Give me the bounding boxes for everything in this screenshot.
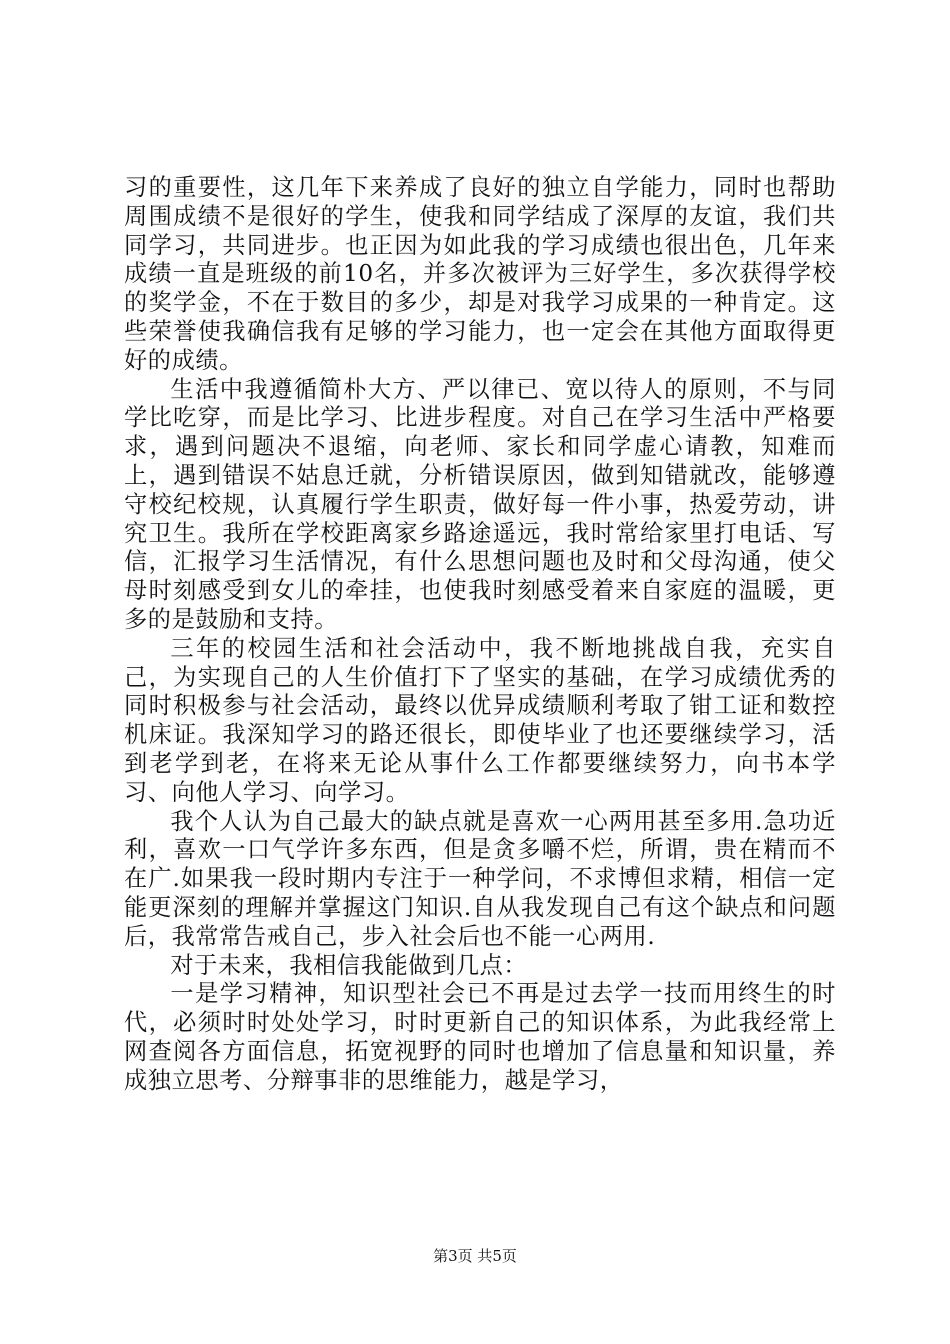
- document-body: [124, 174, 836, 1096]
- paragraph-3: 三年的校园生活和社会活动中，我不断地挑战自我，充实自己，为实现自己的人生价值打下了坚实的基础，在学习成绩优秀的同时积极参与社会活动，最终以优异成绩顺利考取了钳工证和数控机床证。我深知学习的路还很长，即使毕业了也还要继续学习，活到老学到老，在将来无论从事什么工作都要继续努力，向书本学习、向他人学习、向学习。: [124, 634, 836, 806]
- paragraph-6: 一是学习精神，知识型社会已不再是过去学一技而用终生的时代，必须时时处处学习，时时更新自己的知识体系，为此我经常上网查阅各方面信息，拓宽视野的同时也增加了信息量和知识量，养成独立思考、分辩事非的思维能力，越是学习，: [124, 980, 836, 1094]
- page-number-footer: 第3页 共5页: [433, 1247, 517, 1265]
- paragraph-2: 生活中我遵循简朴大方、严以律已、宽以待人的原则，不与同学比吃穿，而是比学习、比进步程度。对自己在学习生活中严格要求，遇到问题决不退缩，向老师、家长和同学虚心请教，知难而上，遇到错误不姑息迁就，分析错误原因，做到知错就改，能够遵守校纪校规，认真履行学生职责，做好每一件小事，热爱劳动，讲究卫生。我所在学校距离家乡路途遥远，我时常给家里打电话、写信，汇报学习生活情况，有什么思想问题也及时和父母沟通，使父母时刻感受到女儿的牵挂，也使我时刻感受着来自家庭的温暖，更多的是鼓励和支持。: [124, 375, 836, 633]
- paragraph-5: 对于未来，我相信我能做到几点：: [170, 951, 528, 979]
- paragraph-4: 我个人认为自己最大的缺点就是喜欢一心两用甚至多用.急功近利，喜欢一口气学许多东西，但是贪多嚼不烂，所谓，贵在精而不在广.如果我一段时期内专注于一种学问，不求博但求精，相信一定能更深刻的理解并掌握这门知识.自从我发现自己有这个缺点和问题后，我常常告戒自己，步入社会后也不能一心两用.: [124, 807, 836, 950]
- paragraph-1: 习的重要性，这几年下来养成了良好的独立自学能力，同时也帮助周围成绩不是很好的学生，使我和同学结成了深厚的友谊，我们共同学习，共同进步。也正因为如此我的学习成绩也很出色，几年来成绩一直是班级的前10名，并多次被评为三好学生，多次获得学校的奖学金，不在于数目的多少，却是对我学习成果的一种肯定。这些荣誉使我确信我有足够的学习能力，也一定会在其他方面取得更好的成绩。: [124, 174, 836, 374]
